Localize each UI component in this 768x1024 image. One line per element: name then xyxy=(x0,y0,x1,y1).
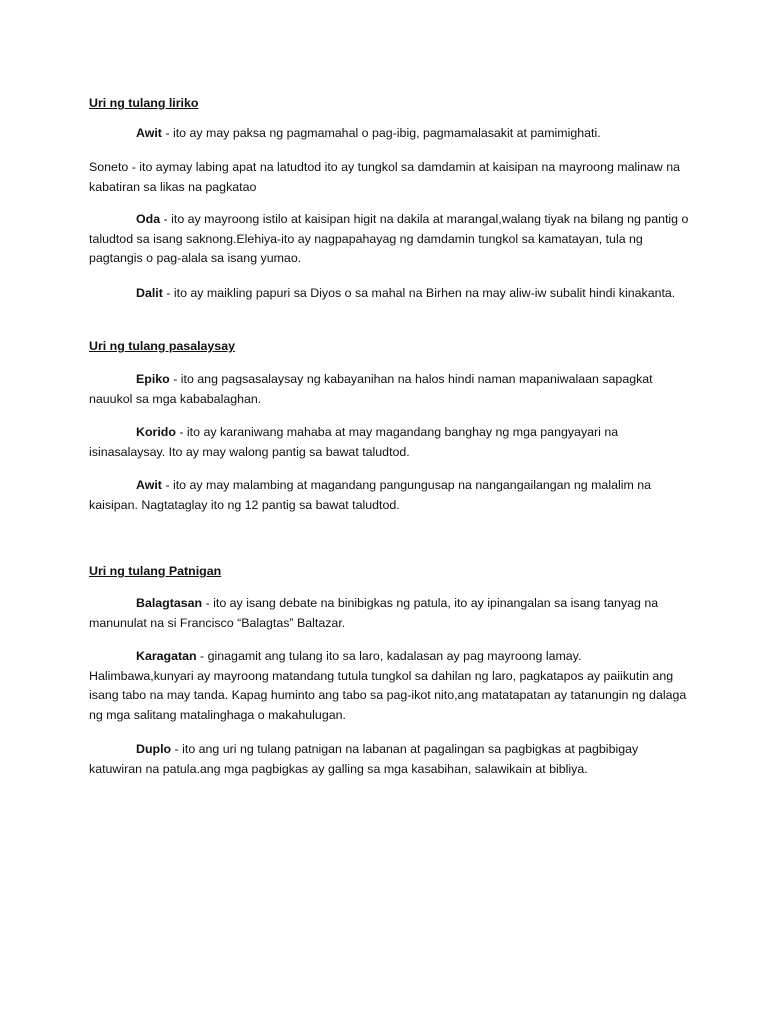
term-label: Balagtasan xyxy=(136,596,203,610)
term-label: Duplo xyxy=(136,742,172,756)
paragraph-text: - ito ay isang debate na binibigkas ng patula, ito ay ipinangalan sa isang tanyag na manunulat na si Francisco “Balagtas” Baltazar. xyxy=(89,596,659,630)
paragraph-soneto xyxy=(89,158,689,197)
paragraph-oda xyxy=(89,210,689,269)
paragraph-text: - ito ay may paksa ng pagmamahal o pag-ibig, pagmamalasakit at pamimighati. xyxy=(161,126,601,140)
paragraph-korido xyxy=(89,423,689,462)
paragraph-text: - ginagamit ang tulang ito sa laro, kadalasan ay pag mayroong lamay. Halimbawa,kunyari ay mayroong matandang tutula tungkol sa dahilan ng laro, pagkatapos ay paiikutin ang isang tabo na may tanda. Kapag huminto ang tabo sa pag-ikot nito,ang matatapatan ay tatanungin ng dalaga ng mga salitang matalinghaga o makahulugan. xyxy=(89,649,687,722)
term-label: Korido xyxy=(136,425,176,439)
paragraph-text: - ito ang pagsasalaysay ng kabayanihan na halos hindi naman mapaniwalaan sapagkat nauukol sa mga kababalaghan. xyxy=(89,372,653,406)
paragraph-awit-pasalaysay xyxy=(89,476,689,515)
paragraph-dalit xyxy=(89,284,689,304)
paragraph-epiko xyxy=(89,370,689,409)
section-heading-liriko: Uri ng tulang liriko xyxy=(89,96,199,110)
paragraph-text: - ito ay karaniwang mahaba at may magandang banghay ng mga pangyayari na isinasalaysay. Ito ay may walong pantig sa bawat taludtod. xyxy=(89,425,619,459)
paragraph-awit-liriko xyxy=(89,124,689,144)
paragraph-text: - ito ay may malambing at magandang pangungusap na nangangailangan ng malalim na kaisipan. Nagtataglay ito ng 12 pantig sa bawat taludtod. xyxy=(89,478,652,512)
paragraph-text: - ito ay mayroong istilo at kaisipan higit na dakila at marangal,walang tiyak na bilang ng pantig o taludtod sa isang saknong.Elehiya-ito ay nagpapahayag ng damdamin tungkol sa kamatayan, tula ng pagtangis o pag-alala sa isang yumao. xyxy=(89,212,689,265)
section-heading-pasalaysay: Uri ng tulang pasalaysay xyxy=(89,339,235,353)
term-label: Karagatan xyxy=(136,649,197,663)
section-heading-patnigan: Uri ng tulang Patnigan xyxy=(89,564,222,578)
paragraph-text: Soneto - ito aymay labing apat na latudtod ito ay tungkol sa damdamin at kaisipan na mayroong malinaw na kabatiran sa likas na pagkatao xyxy=(89,160,680,194)
term-label: Oda xyxy=(136,212,161,226)
paragraph-text: - ito ay maikling papuri sa Diyos o sa mahal na Birhen na may aliw-iw subalit hindi kinakanta. xyxy=(162,286,676,300)
paragraph-text: - ito ang uri ng tulang patnigan na labanan at pagalingan sa pagbigkas at pagbibigay katuwiran na patula.ang mga pagbigkas ay galling sa mga kasabihan, salawikain at bibliya. xyxy=(89,742,639,776)
term-label: Awit xyxy=(136,478,162,492)
paragraph-karagatan xyxy=(89,647,689,725)
paragraph-balagtasan xyxy=(89,594,689,633)
term-label: Dalit xyxy=(136,286,163,300)
paragraph-duplo xyxy=(89,740,689,779)
term-label: Awit xyxy=(136,126,162,140)
term-label: Epiko xyxy=(136,372,170,386)
